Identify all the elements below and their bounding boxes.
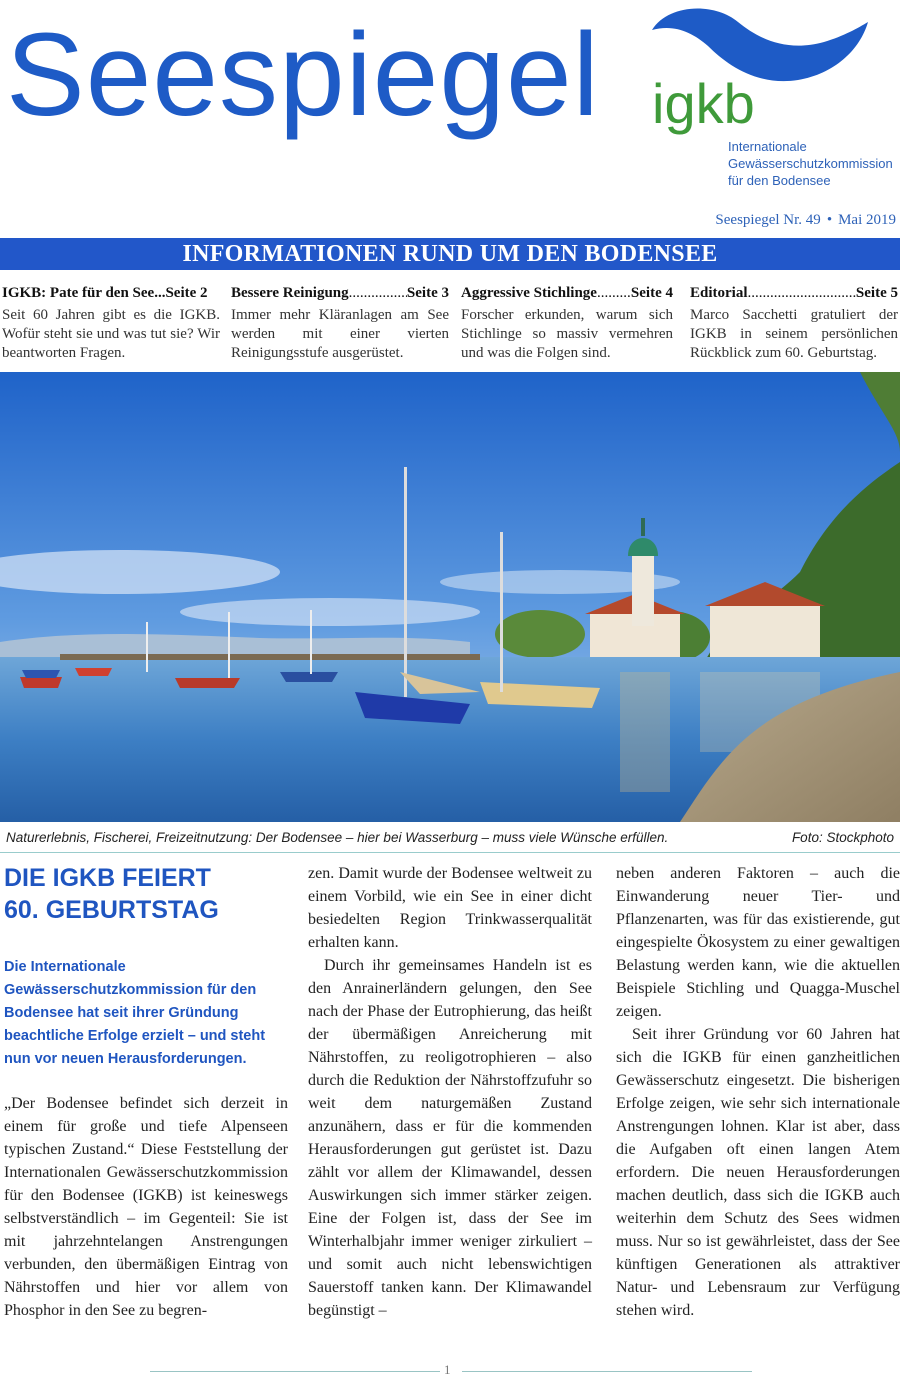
bullet-separator: • [826,212,833,228]
paragraph: Seit ihrer Gründung vor 60 Jahren hat sich die IGKB für einen ganzheitlichen Gewässerschutz eingesetzt. Die bisherigen Erfolge zeigen, wie sehr sich internationale Anstrengungen lohnen. Klar ist aber, dass die Aufgaben oft einen langen Atem erfordern. Die neuen Herausforderungen machen deutlich, dass sich die IGKB auch weiterhin dem Schutz des Sees widmen muss. Nur so ist gewährleistet, dass der See künftigen Generationen als attraktiver Natur- und Lebensraum zur Verfügung stehen wird. [616,1026,900,1319]
teaser-page: Seite 3 [406,285,449,301]
teaser-title: Editorial [690,285,748,301]
leader-dots [597,284,631,303]
issue-line [715,212,896,229]
page-number: 1 [444,1362,451,1377]
section-banner: INFORMATIONEN RUND UM DEN BODENSEE [0,238,900,270]
article-headline [4,862,294,926]
teaser-page: Seite 2 [165,285,208,301]
paragraph: „Der Bodensee befindet sich derzeit in einem für große und tiefe Alpenseen typischen Zustand.“ Diese Feststellung der Internationalen Gewässerschutzkommission für den Bodensee (IGKB) ist keineswegs selbstverständlich – im Gegenteil: Sie ist mit jahrzehntelangen Anstrengungen verbunden, den übermäßigen Eintrag von Nährstoffen und hier vor allem von Phosphor in den See zu begren- [4,1095,288,1319]
photo-credit: Foto: Stockphoto [791,830,894,845]
leader-dots [349,284,407,303]
paragraph: zen. Damit wurde der Bodensee weltweit zu einem Vorbild, wie ein See in einer dicht besiedelten Region Trinkwasserqualität erhalten kann. [308,865,592,951]
teaser-text: Forscher erkunden, warum sich Stichlinge so massiv vermehren und was die Folgen sind. [461,307,673,361]
teaser-title: Bessere Reinigung [231,285,349,301]
teaser-title: IGKB: Pate für den See... [2,285,166,301]
lake-photo [0,372,900,822]
photo-caption: Naturerlebnis, Fischerei, Freizeitnutzung: Der Bodensee – hier bei Wasserburg – muss viele Wünsche erfüllen. [6,830,669,845]
teaser-page-2[interactable] [2,284,220,363]
footer-rule [462,1371,752,1372]
organization-name [728,138,900,189]
paragraph: Durch ihr gemeinsames Handeln ist es den Anrainerländern gelungen, den See nach der Phase der Eutrophierung, das heißt der übermäßigen Anreicherung mit Nährstoffen, zu reoligotrophieren – also durch die Reduktion der Nährstoffzufuhr so weit dem naturgemäßen Zustand anzunähern, dass er für die kommenden Herausforderungen gut gerüstet ist. Dazu zählt vor allem der Klimawandel, dessen Auswirkungen sich immer stärker zeigen. Eine der Folgen ist, dass der See im Winterhalbjahr immer weniger zirkuliert – und somit auch nicht lebenswichtigen Sauerstoff tanken kann. Der Klimawandel begünstigt – [308,957,592,1319]
teaser-page: Seite 4 [630,285,673,301]
masthead-title: Seespiegel [6,9,600,141]
teaser-page-4[interactable] [461,284,673,363]
caption-divider [0,852,900,853]
leader-dots [748,284,856,303]
org-name-line: Internationale [728,139,807,154]
teaser-page: Seite 5 [855,285,898,301]
article-column-1 [4,1092,288,1322]
issue-number: Seespiegel Nr. 49 [715,212,821,228]
article-lead: Die Internationale Gewässerschutzkommission für den Bodensee hat seit ihrer Gründung beachtliche Erfolge erzielt – und steht nun vor neuen Herausforderungen. [4,959,266,1067]
teaser-page-3[interactable] [231,284,449,363]
headline-line: DIE IGKB FEIERT [4,864,211,892]
teaser-text: Immer mehr Kläranlagen am See werden mit einer vierten Reinigungsstufe ausgerüstet. [231,307,449,361]
teaser-page-5[interactable] [690,284,898,363]
teaser-text: Marco Sacchetti gratuliert der IGKB in seinem persönlichen Rückblick zum 60. Geburtstag. [690,307,898,361]
headline-line: 60. GEBURTSTAG [4,896,219,924]
article-column-3 [616,862,900,1322]
org-name-line: Gewässerschutzkommission [728,156,893,171]
org-name-line: für den Bodensee [728,173,831,188]
issue-date: Mai 2019 [838,212,896,228]
teaser-text: Seit 60 Jahren gibt es die IGKB. Wofür steht sie und was tut sie? Wir beantworten Fragen. [2,307,220,361]
paragraph: neben anderen Faktoren – auch die Einwanderung neuer Tier- und Pflanzenarten, was für das existierende, gut eingespielte Ökosystem zu einer gewaltigen Belastung werden kann, wie die aktuellen Beispiele Stichling und Quagga-Muschel zeigen. [616,865,900,1020]
teaser-title: Aggressive Stichlinge [461,285,597,301]
footer-rule [150,1371,440,1372]
article-column-2 [308,862,592,1322]
igkb-logo-text: igkb [652,72,755,135]
